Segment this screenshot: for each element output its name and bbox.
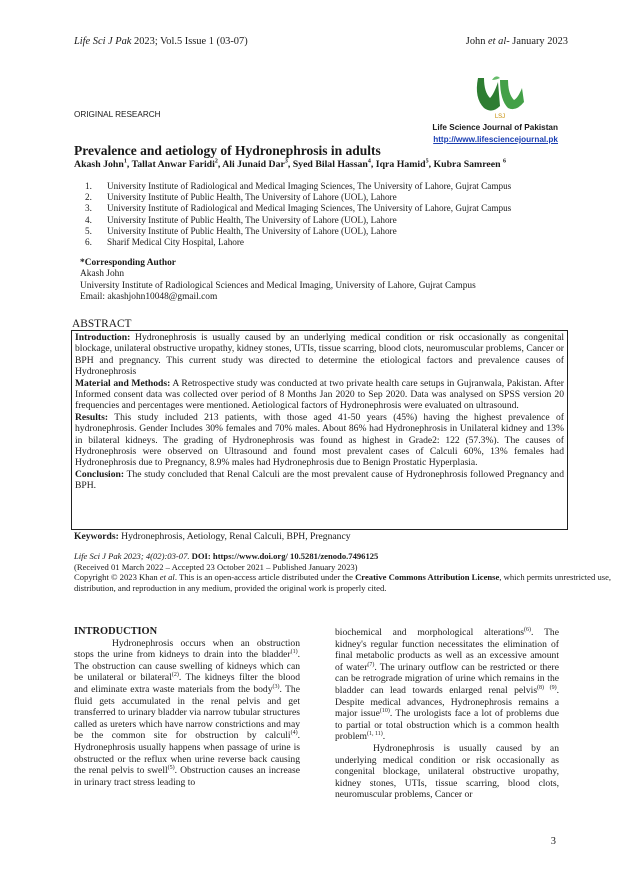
abstract-heading: ABSTRACT xyxy=(72,318,132,330)
author-sup: 2 xyxy=(214,158,218,165)
header-etal: et al xyxy=(488,36,507,47)
author-sup: 4 xyxy=(367,158,371,165)
ref: (10) xyxy=(379,707,390,714)
copyright-etal: et al xyxy=(159,572,175,583)
abstract-conclusion xyxy=(75,469,564,492)
author: Syed Bilal Hassan xyxy=(292,159,368,170)
copyright-text: , which permits unrestricted use, distribution, and reproduction in any medium, provided the original work is properly cited. xyxy=(74,572,612,593)
abstract-label: Material and Methods: xyxy=(75,377,171,389)
affiliation-num: 3. xyxy=(85,203,92,214)
intro-paragraph: Hydronephrosis is usually caused by an underlying medical condition or risk occasionally as congenital blockage, unilateral obstructive uropathy, kidney stones, UTIs, tissue scarring, blood clots, neuromuscular problems, Cancer or xyxy=(335,742,559,801)
affiliation-num: 5. xyxy=(85,225,92,236)
header-date: - January 2023 xyxy=(506,36,568,47)
journal-logo-icon xyxy=(470,72,530,120)
logo-caption: LSJ xyxy=(494,114,506,120)
author-sup: 6 xyxy=(503,158,506,165)
ref: (1, 11) xyxy=(366,731,383,738)
abstract-box xyxy=(71,330,568,530)
affiliation-list xyxy=(85,181,511,248)
article-type: ORIGINAL RESEARCH xyxy=(74,110,161,119)
author: Ali Junaid Dar xyxy=(222,159,285,170)
journal-url-link[interactable]: http://www.lifesciencejournal.pk xyxy=(433,135,558,144)
corresponding-author xyxy=(80,258,476,304)
ref: (7) xyxy=(367,661,375,668)
page-number: 3 xyxy=(550,836,556,847)
citation-dates: (Received 01 March 2022 – Accepted 23 October 2021 – Published January 2023) xyxy=(74,561,358,572)
paper-title: Prevalence and aetiology of Hydronephrosis in adults xyxy=(74,143,381,158)
abstract-label: Introduction: xyxy=(75,332,131,343)
affiliation-num: 6. xyxy=(85,237,92,248)
affiliation-item xyxy=(85,203,511,214)
author-sup: 3 xyxy=(284,158,288,165)
author: Akash John xyxy=(74,159,124,170)
intro-text: . The fluid gets accumulated in the renal pelvis and get transferred to urinary bladder via narrow tubular structures called as ureters which have narrow constrictions and may be the common site for obstruction by calculi xyxy=(74,683,300,742)
keywords xyxy=(74,531,351,542)
intro-paragraph xyxy=(74,638,300,789)
volume-text: 2023; Vol.5 Issue 1 (03-07) xyxy=(134,36,248,47)
abstract-intro xyxy=(75,332,564,378)
affiliation-item xyxy=(85,237,511,248)
copyright-text: . This is an open-access article distributed under the xyxy=(174,572,356,583)
copyright-text: Copyright © 2023 Khan xyxy=(74,572,160,583)
journal-block xyxy=(432,122,558,146)
journal-name: Life Science Journal of Pakistan xyxy=(432,123,558,132)
author: Iqra Hamid xyxy=(375,159,426,170)
intro-text: . The urinary outflow can be restricted or there can be retrograde migration of urine which remains in the bladder can lead towards enlarged renal pelvis xyxy=(335,661,559,696)
intro-text: . The kidneys filter the blood and eliminate extra waste materials from the body xyxy=(74,672,300,695)
ref: (8) (9) xyxy=(537,684,557,691)
affiliation-text: University Institute of Radiological and Medical Imaging Sciences, The University of Lahore, Gujrat Campus xyxy=(107,203,512,214)
intro-text: . The kidney's regular function necessitates the elimination of final metabolic products as well as an excessive amount of water xyxy=(335,627,559,673)
running-header-left xyxy=(74,36,248,47)
corresponding-affiliation: University Institute of Radiological Sciences and Medical Imaging, University of Lahore, Gujrat Campus xyxy=(80,280,476,291)
author: Kubra Samreen xyxy=(433,159,501,170)
license-link[interactable]: Creative Commons Attribution License xyxy=(355,572,500,583)
citation-doi[interactable]: DOI: https://www.doi.org/ 10.5281/zenodo.7496125 xyxy=(189,551,379,561)
corresponding-email[interactable]: Email: akashjohn10048@gmail.com xyxy=(80,292,218,303)
abstract-label: Conclusion: xyxy=(75,468,125,480)
intro-heading: INTRODUCTION xyxy=(74,626,158,637)
ref: (5) xyxy=(167,764,175,771)
affiliation-item xyxy=(85,215,511,226)
header-author: John xyxy=(465,36,486,47)
ref: (3) xyxy=(272,683,280,690)
ref: (6) xyxy=(524,626,532,633)
affiliation-num: 2. xyxy=(85,192,92,203)
affiliation-text: University Institute of Public Health, The University of Lahore (UOL), Lahore xyxy=(107,192,397,203)
citation-journal: Life Sci J Pak 2023; 4(02):03-07. xyxy=(74,551,190,561)
corresponding-name: Akash John xyxy=(80,269,125,280)
keywords-label: Keywords: xyxy=(74,531,119,542)
affiliation-item xyxy=(85,226,511,237)
author: Tallat Anwar Faridi xyxy=(131,159,215,170)
abstract-results xyxy=(75,412,564,469)
ref: (1) xyxy=(290,649,298,655)
affiliation-text: Sharif Medical City Hospital, Lahore xyxy=(107,237,245,248)
abstract-text: This study included 213 patients, with those aged 41-50 years (45%) having the highest prevalence of hydronephrosis. Gender Includes 30% females and 70% males. About 86% had Hydronephrosis in Unilateral kidney and 13% in bilateral kidneys. The grading of Hydronephrosis was found as highest in Grade2: 122 (57.3%). The causes of Hydronephrosis were observed on Ultrasound and found most prevalent cases of Calculi 60%, 13% females had Hydronephrosis due to Pregnancy, 8.9% males had Hydronephrosis due to Benign Prostatic Hyperplasia. xyxy=(75,411,564,469)
abstract-text: A Retrospective study was conducted at two private health care setups in Gujranwala, Pakistan. After Informed consent data was collected over period of 8 Months Jan 2020 to Sep 2020. Data was analysed on SPSS version 20 frequencies and percentages were mentioned. Aetiological factors of Hydronephrosis were evaluated on ultrasound. xyxy=(75,377,564,412)
citation-block xyxy=(74,551,620,593)
intro-text: Hydronephrosis occurs when an obstruction stops the urine from kidneys to drain into the bladder xyxy=(74,637,300,661)
affiliation-text: University Institute of Public Health, The University of Lahore (UOL), Lahore xyxy=(107,214,397,225)
affiliation-num: 4. xyxy=(85,214,92,225)
abstract-methods xyxy=(75,378,564,412)
abstract-label: Results: xyxy=(75,411,109,423)
intro-text: . Despite medical advances, Hydronephrosis remains a major issue xyxy=(335,684,559,720)
journal-short: Life Sci J Pak xyxy=(74,36,132,47)
keywords-text: Hydronephrosis, Aetiology, Renal Calculi, BPH, Pregnancy xyxy=(118,531,351,542)
affiliation-text: University Institute of Radiological and Medical Imaging Sciences, The University of Lahore, Gujrat Campus xyxy=(107,181,512,191)
copyright xyxy=(74,572,620,593)
citation-line xyxy=(74,551,620,562)
affiliation-item xyxy=(85,192,511,203)
author-sup: 1 xyxy=(123,158,127,165)
affiliation-item xyxy=(85,181,511,192)
intro-column-right xyxy=(335,627,559,801)
author-sup: 5 xyxy=(425,158,429,165)
intro-text: . Obstruction causes an increase in urinary tract stress leading to xyxy=(74,765,300,788)
author-list: Akash John$^1$, Tallat Anwar Faridi$^2$, Ali Junaid Dar$^3$, Syed Bilal Hassan$^4$, Iqra Hamid$^5$, Kubra Samreen $^6$ xyxy=(74,158,506,170)
intro-text: . Hydronephrosis usually happens when passage of urine is obstructed or the reflux when urine reverse back causing the renal pelvis to swell xyxy=(74,730,300,777)
abstract-text: Hydronephrosis is usually caused by an underlying medical condition or risk occasionally as congenital blockage, unilateral obstructive uropathy, kidney stones, UTIs, tissue scarring, blood clots, neuromuscular problems, Cancer or BPH and pregnancy. This current study was directed to determine the etiological factors and prevalence causes of Hydronephrosis xyxy=(75,332,564,378)
affiliation-text: University Institute of Public Health, The University of Lahore (UOL), Lahore xyxy=(107,225,397,236)
intro-text: . xyxy=(382,731,386,743)
corresponding-heading: *Corresponding Author xyxy=(80,258,176,268)
abstract-text: The study concluded that Renal Calculi are the most prevalent cause of Hydronephrosis followed Pregnancy and BPH. xyxy=(75,468,564,492)
intro-text: . The urologists face a lot of problems due to partial or total obstruction which is a common health problem xyxy=(335,708,560,743)
ref: (4) xyxy=(290,730,298,737)
intro-text: biochemical and morphological alterations xyxy=(335,627,525,638)
intro-paragraph xyxy=(335,627,559,743)
intro-column-left xyxy=(74,626,300,788)
running-header-right xyxy=(466,36,568,47)
ref: (2) xyxy=(171,672,179,679)
affiliation-num: 1. xyxy=(85,181,92,191)
intro-text: . The obstruction can cause swelling of kidneys which can be unilateral or bilateral xyxy=(74,649,300,684)
